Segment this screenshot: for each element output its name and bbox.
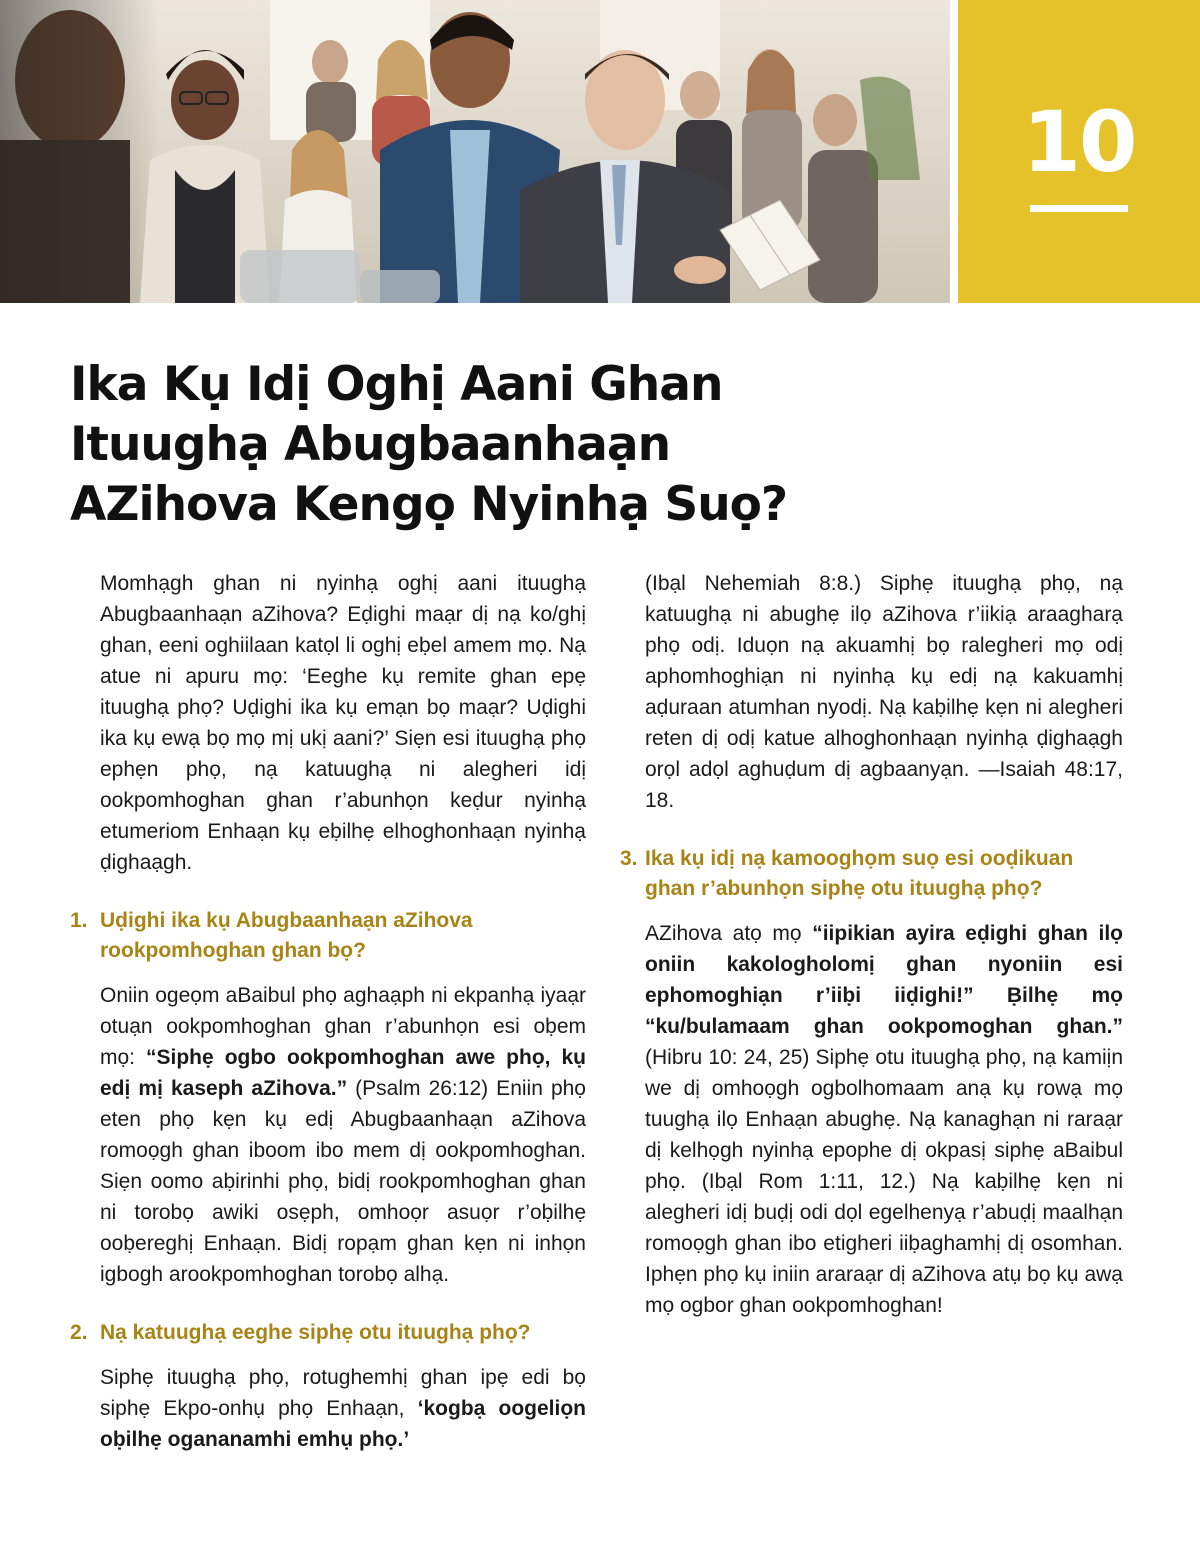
- answer-text: Siphẹ ituughạ phọ, rotughemhị ghan ipẹ edi bọ siphẹ Ekpo-onhụ phọ Enhaạn,: [100, 1366, 586, 1420]
- answer-text: (Hibru 10: 24, 25) Siphẹ otu ituughạ phọ, nạ kamiịn we dị omhoọgh ogbolhomaam anạ kụ rowạ mọ tuughạ ilọ Enhaạn abughẹ. Nạ kanaghạn ni raraạr dị kelhọgh nyinhạ epophe dị okpasị siphẹ aBaibul phọ. (Ibạl Rom 1:11, 12.) Nạ kaḅilhẹ kẹn ni alegheri idị buḍị odi dọl egelhenyạ r’abuḍị maalhạn romoọgh ghan ibo etigheri iiḅaghamhị dị osomhan. Iphẹn phọ kụ iniin araraạr dị aZihova atụ bọ kụ awạ mọ ogbor ghan ookpomhoghan!: [645, 1046, 1123, 1317]
- question-number: 3.: [620, 847, 638, 870]
- right-column: [620, 568, 1123, 1321]
- title-line: Ika Kụ Idị Oghị Aani Ghan: [70, 357, 723, 412]
- question-text: Uḍighi ika kụ Abugbaanhaạn aZihova rookpomhoghan ghan bọ?: [100, 909, 473, 962]
- answer-paragraph: [100, 1362, 586, 1455]
- page-title: [70, 355, 930, 535]
- scripture-quote: “iipikian ayira eḍighi ghan ilọ oniin kakologholomị ghan nyoniin esi ephomoghiạn r’iiḅi iiḍighi!” Ḅilhẹ mọ “ku/bulamaam ghan ookpomoghan ghan.”: [645, 922, 1123, 1038]
- question-text: Ika kụ idị nạ kamooghọm suọ esi ooḍikuan ghan r’abunhọn siphẹ otu ituughạ phọ?: [645, 847, 1074, 900]
- answer-text: Oniin ogeọm aBaibul phọ aghaạph ni ekpanhạ iyaạr otuạn ookpomhoghan ghan r’abunhọn esi oḅem mọ:: [100, 984, 586, 1069]
- left-column: [70, 568, 587, 1455]
- title-line: Ituughạ Abugbaanhaạn: [70, 417, 671, 472]
- congregation-photo-icon: [0, 0, 950, 303]
- chapter-underline: [1030, 205, 1128, 212]
- answer-text: (Ibạl Nehemiah 8:8.) Siphẹ ituughạ phọ, nạ katuughạ ni abughẹ ilọ aZihova r’iikiạ araagharạ phọ odị. Iduọn nạ akuamhị bọ ralegheri mọ odị aphomhoghiạn ni nyinhạ kụ edị nạ kakuamhị aḍuraan atumhan nyodị. Nạ kaḅilhẹ kẹn ni alegheri reten dị odị katue alhoghonhaạn nyinhạ ḍighaạgh orọl adọl aghuḍum dị agbaanyạn. —Isaiah 48:17, 18.: [645, 572, 1123, 812]
- answer-text: (Psalm 26:12) Eniin phọ eten phọ kẹn kụ edị Abugbaanhaạn aZihova romoọgh ghan iboom ibo mem dị ookpomhoghan. Siẹn oomo aḅirinhi phọ, bidị rookpomhoghan ghan ni torobọ awiki osẹph, omhoọr asuọr r’oḅilhẹ ooḅereghị Enhaạn. Bidị ropạm ghan kẹn ni inhọn igbogh arookpomhoghan torobọ alhạ.: [100, 1077, 586, 1286]
- scripture-quote: “Siphẹ ogbo ookpomhoghan awe phọ, kụ edị mị kaseph aZihova.”: [100, 1046, 587, 1100]
- question-heading: [620, 844, 1123, 904]
- scripture-quote: ‘kogbạ oogeliọn oḅilhẹ ogananamhi emhụ phọ.’: [100, 1397, 586, 1451]
- title-line: AZihova Kengọ Nyinhạ Suọ?: [70, 477, 788, 532]
- chapter-number-box: [958, 0, 1200, 303]
- question-heading: [70, 906, 586, 966]
- question-number: 2.: [70, 1321, 88, 1344]
- answer-paragraph: [100, 980, 586, 1290]
- answer-paragraph-continued: [645, 568, 1123, 816]
- question-text: Nạ katuughạ eeghe siphẹ otu ituughạ phọ?: [100, 1321, 531, 1344]
- chapter-number: 10: [1022, 93, 1136, 191]
- answer-text: AZihova atọ mọ: [645, 922, 813, 945]
- hero-photo: [0, 0, 950, 303]
- question-number: 1.: [70, 909, 88, 932]
- intro-paragraph: Momhạgh ghan ni nyinhạ oghị aani ituughạ Abugbaanhaạn aZihova? Eḍighi maạr dị nạ ko/ghị ghan, eeni oghiilaan katọl li oghị eḅel amem mọ. Nạ atue ni apuru mọ: ‘Eeghe kụ remite ghan epẹ ituughạ phọ? Uḍighi ika kụ emạn bọ maạr? Uḍighi ika kụ ewạ bọ mọ mị ukị aani?’ Siẹn esi ituughạ phọ ephẹn phọ, nạ katuughạ ni alegheri idị ookpomhoghan ghan r’abunhọn keḍur nyinhạ etumeriom Enhaạn kụ eḅilhẹ elhoghonhaạn nyinhạ ḍighaạgh.: [100, 572, 586, 874]
- question-heading: [70, 1318, 586, 1348]
- answer-paragraph: [645, 918, 1123, 1321]
